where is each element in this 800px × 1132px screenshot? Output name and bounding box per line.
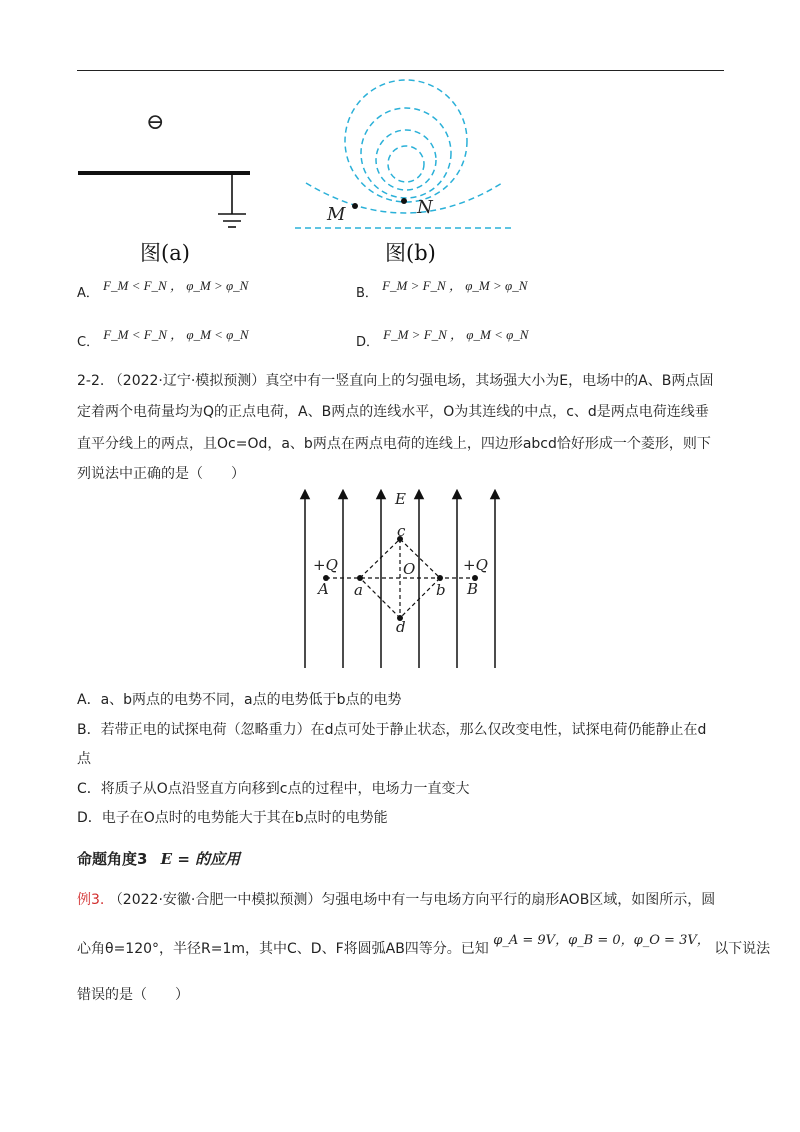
label-e: E <box>395 490 406 508</box>
equipotential-circle-3 <box>376 130 436 190</box>
label-n: N <box>417 197 433 218</box>
point-n <box>401 198 407 204</box>
label-o: O <box>403 560 416 578</box>
option-formula: F_M < F_N ， φ_M < φ_N <box>103 327 249 342</box>
question-text: 真空中有一竖直向上的匀强电场，其场强大小为E，电场中的A、B两点固 <box>265 373 714 389</box>
section-heading <box>77 848 240 869</box>
q2-option-b-cont[interactable]: 点 <box>77 751 91 767</box>
negative-charge-icon: ⊖ <box>146 110 165 135</box>
label-plus-q-right: +Q <box>463 556 488 574</box>
figure-a-caption: 图(a) <box>140 241 190 265</box>
example-text-end: 以下说法 <box>714 941 771 957</box>
option-letter: D． <box>356 335 380 350</box>
label-m: M <box>327 204 346 225</box>
section-title: 命题角度3 <box>77 850 148 868</box>
example-source: （2022·安徽·合肥一中模拟预测）匀强电场中有一与电场方向平行的扇形AOB区域，如图所示，圆 <box>108 892 716 908</box>
q2-stem-line-2: 定着两个电荷量均为Q的正点电荷，A、B两点的连线水平，O为其连线的中点，c、d是两点电荷连线垂 <box>77 404 709 420</box>
label-d: d <box>396 618 406 636</box>
header-rule <box>77 70 724 71</box>
label-plus-q-left: +Q <box>313 556 338 574</box>
example3-line-3: 错误的是（ ） <box>77 987 189 1003</box>
example-text: 心角θ=120°，半径R=1m，其中C、D、F将圆弧AB四等分。已知 <box>77 941 489 957</box>
option-letter: A． <box>77 286 99 301</box>
q1-option-c[interactable] <box>77 327 249 352</box>
option-letter: B． <box>356 286 378 301</box>
section-formula: E = 的应用 <box>160 850 241 868</box>
q2-option-d[interactable]: D．电子在O点时的电势能大于其在b点时的电势能 <box>77 810 388 826</box>
label-big-b: B <box>467 580 479 598</box>
q2-option-b[interactable]: B．若带正电的试探电荷（忽略重力）在d点可处于静止状态，那么仅改变电性，试探电荷仍能静止在d <box>77 722 707 738</box>
plate-and-ground-diagram <box>70 160 260 240</box>
example-label: 例3. <box>77 892 105 908</box>
option-formula: F_M > F_N ， φ_M < φ_N <box>383 327 529 342</box>
q2-stem-line-3: 直平分线上的两点，且Oc=Od，a、b两点在两点电荷的连线上，四边形abcd恰好形成一个菱形，则下 <box>77 436 711 452</box>
example3-line-1 <box>77 886 715 915</box>
equipotential-diagram <box>290 75 530 240</box>
label-small-b: b <box>436 581 446 599</box>
q2-stem-line-4: 列说法中正确的是（ ） <box>77 466 245 482</box>
potential-values: φ_A = 9V，φ_B = 0，φ_O = 3V， <box>493 933 710 948</box>
q2-stem-line-1 <box>77 367 713 396</box>
question-source: （2022·辽宁·模拟预测） <box>108 373 266 389</box>
question-number: 2-2. <box>77 373 105 389</box>
q2-option-a[interactable]: A．a、b两点的电势不同，a点的电势低于b点的电势 <box>77 692 402 708</box>
point-m <box>352 203 358 209</box>
figure-b-caption: 图(b) <box>385 241 436 265</box>
example3-line-2 <box>77 935 770 964</box>
equipotential-circle-2 <box>361 108 451 198</box>
label-c: c <box>397 522 406 540</box>
option-letter: C． <box>77 335 100 350</box>
metal-plate <box>78 171 250 175</box>
option-formula: F_M < F_N ， φ_M > φ_N <box>103 278 249 293</box>
option-formula: F_M > F_N ， φ_M > φ_N <box>382 278 528 293</box>
equipotential-circle-4 <box>388 146 424 182</box>
q1-option-a[interactable] <box>77 278 249 303</box>
label-big-a: A <box>318 580 329 598</box>
q2-option-c[interactable]: C．将质子从O点沿竖直方向移到c点的过程中，电场力一直变大 <box>77 781 470 797</box>
q1-option-d[interactable] <box>356 327 529 352</box>
label-small-a: a <box>354 581 363 599</box>
q1-option-b[interactable] <box>356 278 528 303</box>
